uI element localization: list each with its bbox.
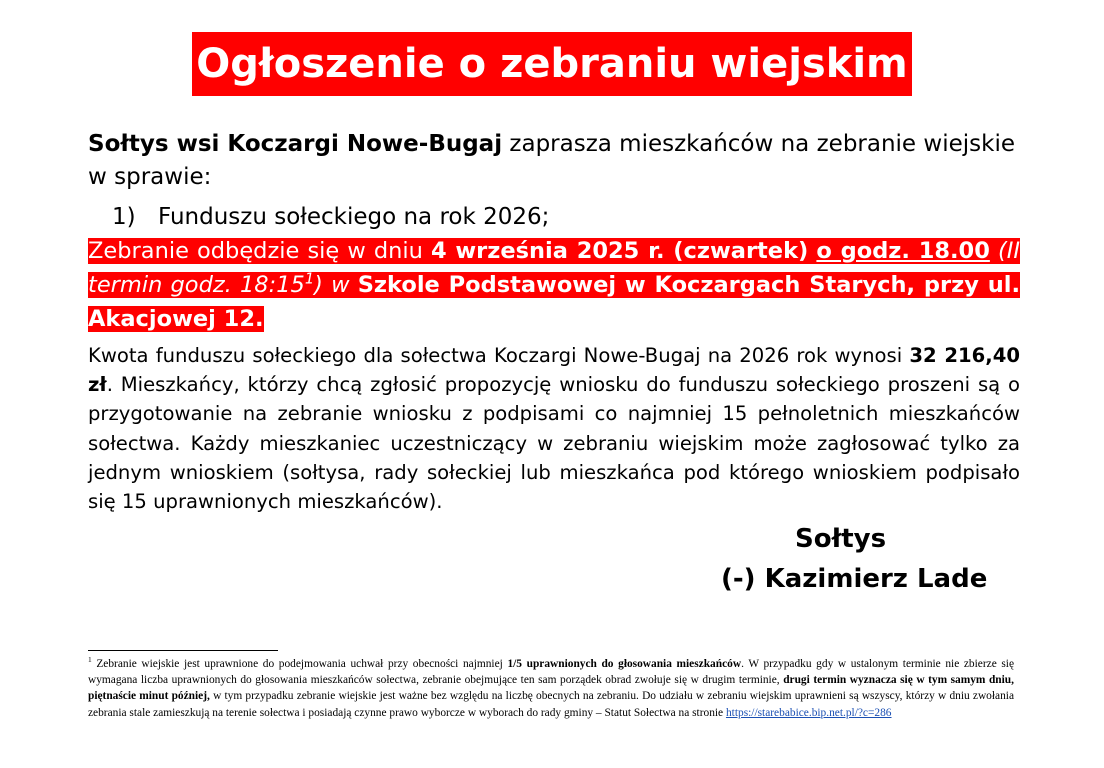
- footnote: [88, 656, 1014, 721]
- statute-link[interactable]: https://starebabice.bip.net.pl/?c=286: [725, 706, 892, 719]
- second-term-text: (II termin godz. 18:15: [88, 238, 1021, 298]
- meeting-date: 4 września 2025 r. (czwartek): [430, 238, 809, 264]
- meeting-w: w: [331, 272, 350, 298]
- intro-text: zaprasza mieszkańców na zebranie wiejskie w sprawie:: [88, 131, 1015, 190]
- space: [350, 272, 358, 298]
- meeting-highlight: [88, 238, 1020, 332]
- space: [990, 238, 998, 264]
- intro-paragraph: [88, 128, 1020, 194]
- footnote-text-2: . W przypadku gdy w ustalonym terminie nie zbierze się wymagana liczba uprawnionych do głosowania mieszkańców sołectwa, zebranie obejmujące ten sam porządek obrad zwołuje się w drugim terminie,: [88, 658, 1015, 687]
- signature-role: Sołtys: [795, 524, 887, 554]
- agenda-item-number: 1): [112, 204, 136, 230]
- meeting-info: [88, 234, 1020, 336]
- title-wrap: [0, 32, 1104, 96]
- agenda-item-text: Funduszu sołeckiego na rok 2026;: [158, 204, 550, 230]
- page-title: Ogłoszenie o zebraniu wiejskim: [192, 32, 911, 96]
- footnote-bold-1: 1/5 uprawnionych do głosowania mieszkańców: [507, 658, 742, 670]
- fund-amount: 32 216,40 zł: [88, 344, 1020, 397]
- signature-name: (-) Kazimierz Lade: [721, 564, 988, 594]
- footnote-bold-2: drugi termin wyznacza się w tym samym dniu, piętnaście minut później,: [88, 674, 1014, 703]
- footnote-text-3: w tym przypadku zebranie wiejskie jest ważne bez względu na liczbę obecnych na zebraniu. Do udziału w zebraniu wiejskim uprawnieni są wszyscy, którzy w dniu zwołania zebrania stale zamieszkują na terenie sołectwa i posiadają czynne prawo wyborcze w wyborach do rady gminy – Statut Sołectwa na stronie: [88, 690, 1015, 719]
- meeting-place: Szkole Podstawowej w Koczargach Starych, przy ul. Akacjowej 12.: [88, 272, 1021, 332]
- footnote-number: 1: [88, 655, 92, 665]
- meeting-intro: Zebranie odbędzie się w dniu: [88, 238, 431, 264]
- fund-text-2: . Mieszkańcy, którzy chcą zgłosić propozycję wniosku do funduszu sołeckiego proszeni są o przygotowanie na zebranie wniosku z podpisami co najmniej 15 pełnoletnich mieszkańców sołectwa. Każdy mieszkaniec uczestniczący w zebraniu wiejskim może zagłosować tylko za jednym wnioskiem (sołtysa, rady sołeckiej lub mieszkańca pod którego wnioskiem podpisało się 15 uprawnionych mieszkańców).: [88, 373, 1020, 514]
- fund-paragraph: [88, 341, 1020, 516]
- agenda-item: [88, 201, 1020, 233]
- space: [323, 272, 331, 298]
- fund-text-1: Kwota funduszu sołeckiego dla sołectwa Koczargi Nowe-Bugaj na 2026 rok wynosi: [88, 344, 910, 367]
- meeting-time: o godz. 18.00: [816, 238, 990, 264]
- footnote-divider: [88, 650, 278, 651]
- footnote-ref: 1: [304, 270, 315, 288]
- footnote-text-1: Zebranie wiejskie jest uprawnione do podejmowania uchwał przy obecności najmniej: [91, 658, 508, 670]
- second-term-end: ): [314, 272, 323, 298]
- intro-bold: Sołtys wsi Koczargi Nowe-Bugaj: [88, 131, 503, 157]
